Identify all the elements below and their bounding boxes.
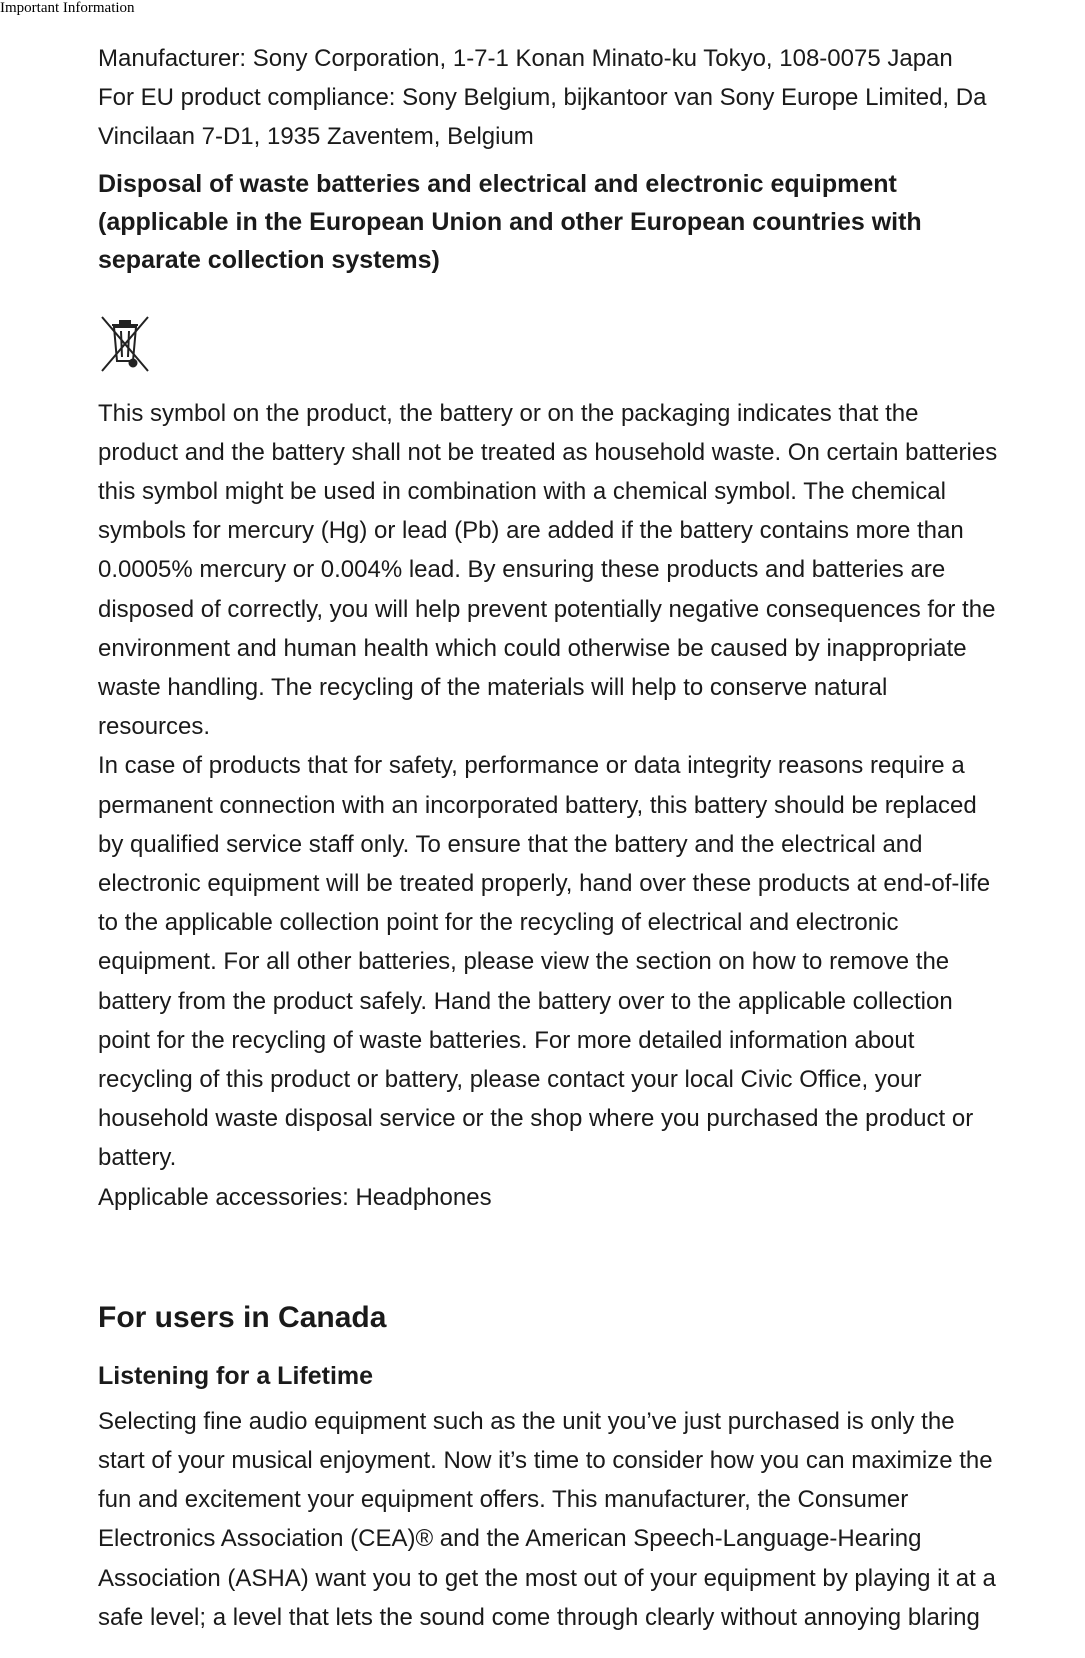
body-line: by qualified service staff only. To ensure that the battery and the electrical and [98, 830, 923, 858]
eu-compliance-line: For EU product compliance: Sony Belgium, bijkantoor van Sony Europe Limited, Da [98, 84, 987, 112]
body-line: point for the recycling of waste batteries. For more detailed information about [98, 1026, 915, 1054]
document-body [98, 39, 1083, 1637]
body-line: Selecting fine audio equipment such as the unit you’ve just purchased is only the [98, 1407, 955, 1435]
applicable-accessories: Applicable accessories: Headphones [98, 1183, 492, 1211]
body-line: fun and excitement your equipment offers. This manufacturer, the Consumer [98, 1486, 909, 1514]
body-line: In case of products that for safety, performance or data integrity reasons require a [98, 752, 965, 780]
body-line: symbols for mercury (Hg) or lead (Pb) are added if the battery contains more than [98, 517, 964, 545]
body-line: recycling of this product or battery, please contact your local Civic Office, your [98, 1066, 922, 1094]
body-line: to the applicable collection point for the recycling of electrical and electronic [98, 909, 899, 937]
body-line: environment and human health which could otherwise be caused by inappropriate [98, 634, 967, 662]
canada-body [98, 1402, 1083, 1637]
heading-line: Disposal of waste batteries and electrical and electronic equipment [98, 169, 897, 198]
running-header-title: Important Information [0, 0, 135, 16]
body-line: product and the battery shall not be treated as household waste. On certain batteries [98, 438, 998, 466]
body-line: resources. [98, 713, 211, 741]
body-line: Association (ASHA) want you to get the most out of your equipment by playing it at a [98, 1564, 996, 1592]
disposal-body [98, 394, 1083, 1217]
body-line: electronic equipment will be treated properly, hand over these products at end-of-life [98, 870, 991, 898]
body-line: this symbol might be used in combination with a chemical symbol. The chemical [98, 478, 946, 506]
manufacturer-line: Manufacturer: Sony Corporation, 1-7-1 Konan Minato-ku Tokyo, 108-0075 Japan [98, 45, 953, 72]
body-line: disposed of correctly, you will help prevent potentially negative consequences for the [98, 595, 996, 623]
body-line: 0.0005% mercury or 0.004% lead. By ensuring these products and batteries are [98, 556, 946, 584]
crossed-out-wheeled-bin-icon [98, 313, 152, 373]
heading-line: (applicable in the European Union and other European countries with [98, 207, 922, 236]
body-line: battery from the product safely. Hand the battery over to the applicable collection [98, 987, 953, 1015]
canada-subtitle: Listening for a Lifetime [98, 1361, 374, 1390]
canada-section-title: For users in Canada [98, 1300, 387, 1334]
body-line: household waste disposal service or the shop where you purchased the product or [98, 1105, 974, 1133]
body-line: start of your musical enjoyment. Now it’s time to consider how you can maximize the [98, 1447, 993, 1475]
body-line: safe level; a level that lets the sound come through clearly without annoying blaring [98, 1603, 980, 1631]
eu-compliance-line: Vincilaan 7-D1, 1935 Zaventem, Belgium [98, 123, 534, 151]
body-line: This symbol on the product, the battery or on the packaging indicates that the [98, 399, 919, 427]
body-line: equipment. For all other batteries, please view the section on how to remove the [98, 948, 950, 976]
heading-line: separate collection systems) [98, 245, 440, 274]
body-line: battery. [98, 1144, 177, 1172]
body-line: waste handling. The recycling of the materials will help to conserve natural [98, 674, 888, 702]
manufacturer-info [98, 39, 1083, 157]
body-line: Electronics Association (CEA)® and the American Speech-Language-Hearing [98, 1525, 922, 1553]
body-line: permanent connection with an incorporated battery, this battery should be replaced [98, 791, 977, 819]
disposal-heading [98, 165, 1083, 279]
